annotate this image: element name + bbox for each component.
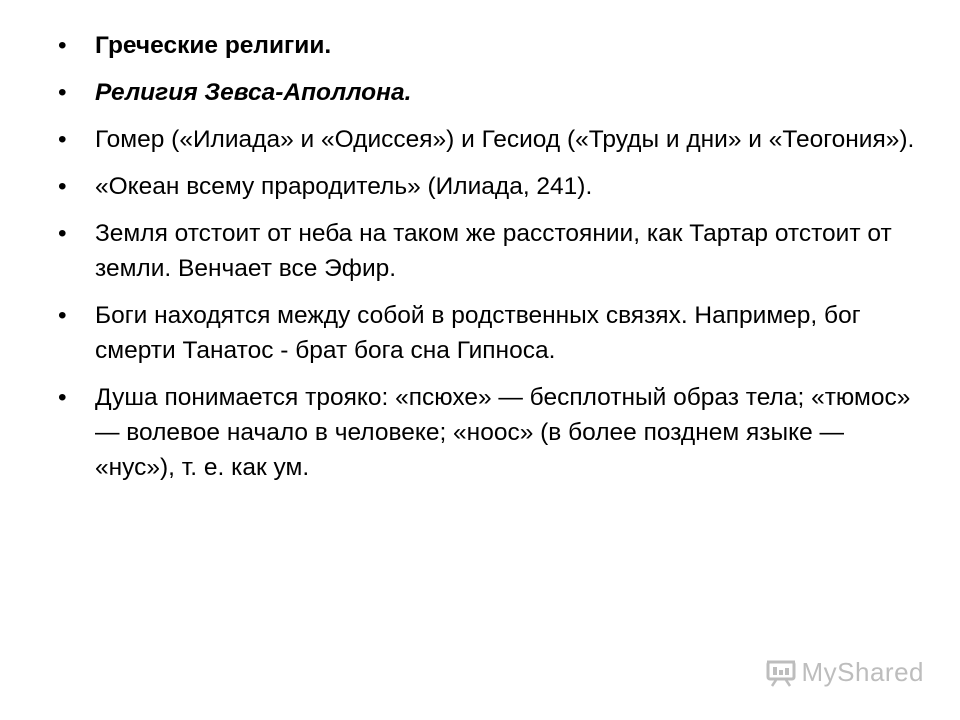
myshared-watermark — [766, 657, 925, 688]
bullet-text: Земля отстоит от неба на таком же расстоянии, как Тартар отстоит от земли. Венчает все Эфир. — [95, 220, 892, 282]
bullet-text: «Океан всему прародитель» (Илиада, 241). — [95, 173, 593, 200]
bullet-item-2 — [58, 75, 918, 110]
bullet-list — [58, 28, 918, 497]
bullet-marker: • — [58, 173, 67, 200]
bullet-item-7 — [58, 380, 918, 485]
bullet-text: Душа понимается трояко: «псюхе» — бесплотный образ тела; «тюмос» — волевое начало в человеке; «ноос» (в более позднем языке — «нус»), т. е. как ум. — [95, 384, 911, 481]
bullet-marker: • — [58, 79, 67, 106]
bullet-item-5 — [58, 216, 918, 286]
bullet-marker: • — [58, 126, 67, 153]
bullet-text: Боги находятся между собой в родственных связях. Например, бог смерти Танатос - брат бога сна Гипноса. — [95, 302, 861, 364]
bullet-marker: • — [58, 32, 67, 59]
bullet-marker: • — [58, 384, 67, 411]
bullet-text: Религия Зевса-Аполлона. — [95, 79, 412, 106]
bullet-text: Гомер («Илиада» и «Одиссея») и Гесиод («Труды и дни» и «Теогония»). — [95, 126, 915, 153]
bullet-marker: • — [58, 302, 67, 329]
bullet-item-3 — [58, 122, 918, 157]
bullet-item-1 — [58, 28, 918, 63]
bullet-item-4 — [58, 169, 918, 204]
presentation-board-icon — [766, 659, 796, 687]
watermark-text: MyShared — [801, 657, 924, 687]
bullet-item-6 — [58, 298, 918, 368]
bullet-text: Греческие религии. — [95, 32, 332, 59]
bullet-marker: • — [58, 220, 67, 247]
